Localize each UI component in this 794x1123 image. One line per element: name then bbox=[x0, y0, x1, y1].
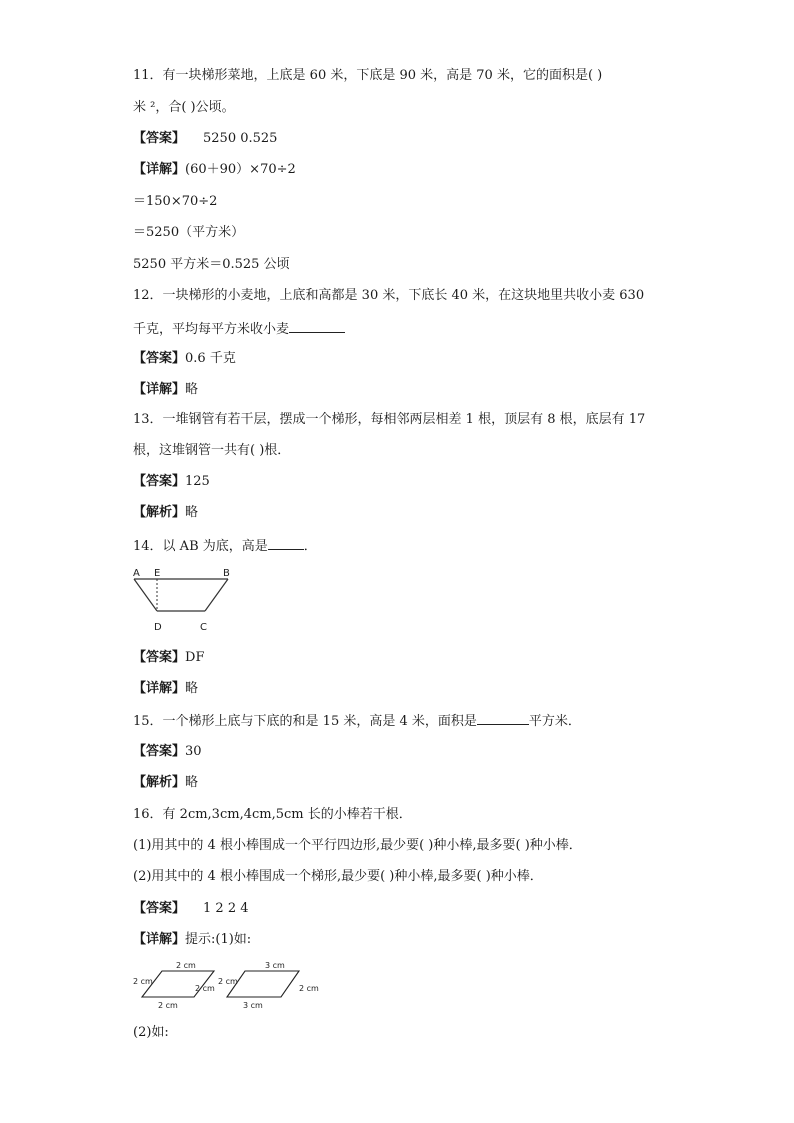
detail-label: 【解析】 bbox=[133, 775, 186, 790]
q11-detail3: ＝5250（平方米） bbox=[133, 225, 245, 240]
q16-line3: (2)用其中的 4 根小棒围成一个梯形,最少要( )种小棒,最多要( )种小棒． bbox=[133, 869, 543, 884]
answer-label: 【答案】 bbox=[133, 474, 186, 489]
q15-answer bbox=[133, 742, 202, 762]
fig2-right-label: 2 cm bbox=[299, 984, 319, 993]
q12-detail bbox=[133, 380, 198, 400]
detail-label: 【详解】 bbox=[133, 932, 186, 947]
q14-detail bbox=[133, 679, 198, 699]
q14-line1-text: 14．以 AB 为底，高是 bbox=[133, 539, 268, 554]
q16-detail bbox=[133, 930, 251, 950]
q16-line-last: (2)如: bbox=[133, 1025, 169, 1040]
detail-text: 提示:(1)如: bbox=[185, 932, 252, 947]
answer-label: 【答案】 bbox=[133, 744, 186, 759]
detail-text: (60＋90）×70÷2 bbox=[185, 162, 296, 177]
label-c: C bbox=[200, 622, 207, 633]
answer-text: DF bbox=[185, 650, 205, 665]
segment-cb bbox=[205, 579, 228, 611]
fig1-bottom-label: 2 cm bbox=[158, 1001, 178, 1010]
label-b: B bbox=[223, 568, 230, 579]
answer-text: 30 bbox=[185, 744, 202, 759]
q15-line1-end: 平方米． bbox=[528, 714, 581, 729]
q15-detail bbox=[133, 773, 198, 793]
q14-line1-end: ． bbox=[303, 539, 317, 554]
q16-answer bbox=[133, 899, 249, 919]
answer-text: 5250 0.525 bbox=[203, 131, 278, 146]
q11-detail4: 5250 平方米＝0.525 公顷 bbox=[133, 257, 290, 272]
detail-label: 【解析】 bbox=[133, 505, 186, 520]
detail-label: 【详解】 bbox=[133, 681, 186, 696]
detail-label: 【详解】 bbox=[133, 382, 186, 397]
detail-text: 略 bbox=[185, 681, 199, 696]
detail-text: 略 bbox=[185, 382, 199, 397]
q13-line1: 13．一堆钢管有若干层，摆成一个梯形，每相邻两层相差 1 根，顶层有 8 根，底层有 17 bbox=[133, 412, 646, 427]
q11-detail1 bbox=[133, 160, 296, 180]
q11-line2: 米 ²，合( )公顷。 bbox=[133, 100, 235, 115]
fig2-left-label: 2 cm bbox=[218, 977, 238, 986]
answer-blank bbox=[268, 535, 304, 550]
answer-label: 【答案】 bbox=[133, 131, 186, 146]
segment-ad bbox=[134, 579, 157, 611]
answer-label: 【答案】 bbox=[133, 901, 186, 916]
trapezoid-figure bbox=[130, 566, 240, 636]
fig1-top-label: 2 cm bbox=[176, 961, 196, 970]
answer-text: 125 bbox=[185, 474, 210, 489]
answer-label: 【答案】 bbox=[133, 351, 186, 366]
q13-line2: 根，这堆钢管一共有( )根． bbox=[133, 443, 291, 458]
detail-text: 略 bbox=[185, 505, 199, 520]
detail-text: 略 bbox=[185, 775, 199, 790]
q15-line1 bbox=[133, 710, 581, 730]
detail-label: 【详解】 bbox=[133, 162, 186, 177]
q16-line1: 16．有 2cm,3cm,4cm,5cm 长的小棒若干根． bbox=[133, 807, 412, 822]
q12-line2 bbox=[133, 318, 345, 338]
label-e: E bbox=[154, 568, 161, 579]
q15-line1-text: 15．一个梯形上底与下底的和是 15 米，高是 4 米，面积是 bbox=[133, 714, 477, 729]
q13-answer bbox=[133, 472, 210, 492]
parallelogram-figures bbox=[132, 957, 332, 1013]
answer-text: 1 2 2 4 bbox=[203, 901, 249, 916]
fig2-top-label: 3 cm bbox=[265, 961, 285, 970]
fig2-bottom-label: 3 cm bbox=[243, 1001, 263, 1010]
q14-answer bbox=[133, 648, 204, 668]
label-d: D bbox=[154, 622, 162, 633]
q13-detail bbox=[133, 503, 198, 523]
q14-line1 bbox=[133, 535, 317, 555]
q11-line1: 11．有一块梯形菜地，上底是 60 米，下底是 90 米，高是 70 米，它的面积是( ) bbox=[133, 68, 603, 83]
q11-answer bbox=[133, 129, 277, 149]
answer-label: 【答案】 bbox=[133, 650, 186, 665]
fig1-right-label: 2 cm bbox=[195, 984, 215, 993]
q12-answer bbox=[133, 349, 236, 369]
label-a: A bbox=[133, 568, 140, 579]
fig1-left-label: 2 cm bbox=[133, 977, 153, 986]
answer-blank bbox=[289, 318, 345, 333]
q12-line2-text: 千克，平均每平方米收小麦 bbox=[133, 322, 290, 337]
answer-blank bbox=[477, 710, 529, 725]
q16-line2: (1)用其中的 4 根小棒围成一个平行四边形,最少要( )种小棒,最多要( )种小棒． bbox=[133, 838, 582, 853]
q11-detail2: ＝150×70÷2 bbox=[133, 194, 218, 209]
answer-text: 0.6 千克 bbox=[185, 351, 236, 366]
q12-line1: 12．一块梯形的小麦地，上底和高都是 30 米，下底长 40 米，在这块地里共收小麦 630 bbox=[133, 288, 645, 303]
